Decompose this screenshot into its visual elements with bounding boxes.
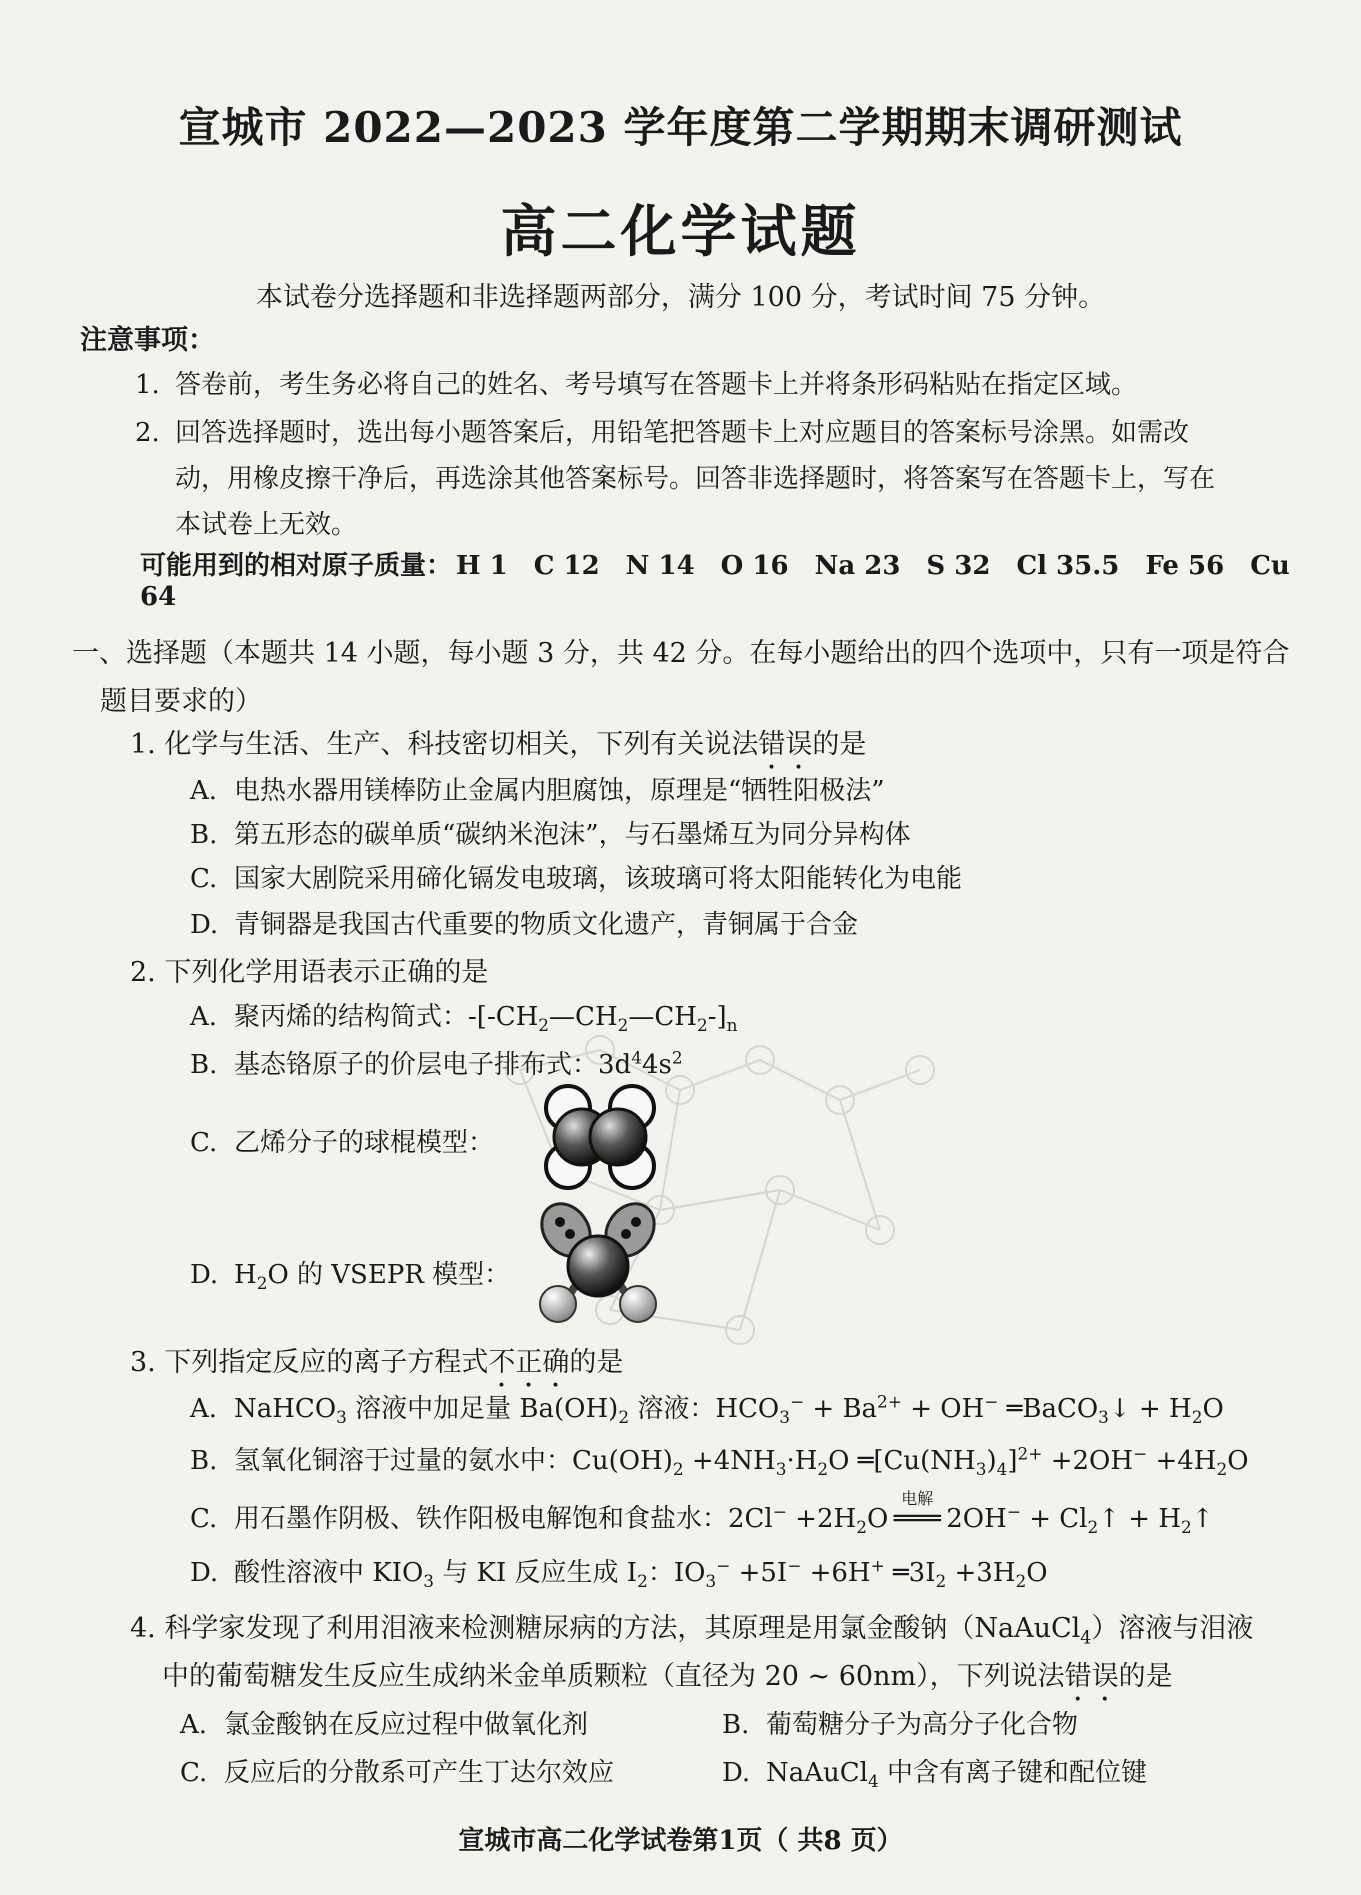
q2-b-text: 基态铬原子的价层电子排布式： — [234, 1050, 599, 1080]
q3-d-label: D. — [190, 1558, 219, 1588]
note-2 — [135, 410, 1285, 548]
q4-c-text: 反应后的分散系可产生丁达尔效应 — [224, 1758, 615, 1788]
mass-na: Na 23 — [814, 551, 901, 581]
q4-stem-line1-end: ）溶液与泪液 — [1091, 1613, 1254, 1644]
q1-a-label: A. — [190, 776, 218, 806]
q2-option-b — [190, 1044, 683, 1081]
q1-number: 1. — [130, 729, 156, 760]
q2-b-config: $3d^44s^2$ — [598, 1047, 683, 1080]
mass-n: N 14 — [625, 551, 695, 581]
q3-stem-b: 的是 — [569, 1347, 624, 1378]
q2-d-text: O 的 VSEPR 模型： — [267, 1260, 511, 1290]
q1-a-text: 电热水器用镁棒防止金属内胆腐蚀，原理是“牺牲阳极法” — [234, 776, 885, 806]
section-heading-line2: 题目要求的） — [100, 686, 262, 717]
q1-stem-emph: 错误 — [758, 729, 813, 760]
q4-c-label: C. — [180, 1758, 208, 1788]
q3-d-equation: 酸性溶液中 $KIO_3$ 与 KI 反应生成 $I_2$：$IO_3^- +5I^- +6H^+$ $═3I_2 +3H_2O$ — [234, 1555, 1048, 1592]
q4-a-label: A. — [180, 1710, 208, 1740]
q3-a-equation: NaHCO$_3$ 溶液中加足量 $Ba(OH)_2$ 溶液：$HCO_3^- + Ba^{2+} + OH^-$ ═BaCO$_3$↓ + $H_2O$ — [234, 1391, 1224, 1428]
q1-c-text: 国家大剧院采用碲化镉发电玻璃，该玻璃可将太阳能转化为电能 — [234, 864, 963, 894]
exam-title-subject: 高二化学试题 — [500, 199, 861, 265]
q4-d-label: D. — [722, 1758, 751, 1788]
q1-option-d — [190, 904, 858, 941]
q3-c-equation-b: $2OH^- + Cl_2↑$ + $H_2↑$ — [946, 1501, 1214, 1538]
q4-option-d — [722, 1752, 1147, 1791]
q1-option-c — [190, 858, 962, 895]
q3-stem — [130, 1340, 623, 1394]
mass-fe: Fe 56 — [1145, 551, 1225, 581]
q1-option-b — [190, 814, 911, 851]
q2-option-a — [190, 996, 738, 1035]
mass-c: C 12 — [533, 551, 600, 581]
mass-o: O 16 — [720, 551, 789, 581]
q4-d-text: 中含有离子键和配位键 — [887, 1758, 1148, 1788]
mass-cl: Cl 35.5 — [1016, 551, 1120, 581]
note-2-number: 2. — [135, 418, 160, 448]
note-2-line1: 回答选择题时，选出每小题答案后，用铅笔把答题卡上对应题目的答案标号涂黑。如需改 — [175, 418, 1190, 448]
q4-stem-line1-text: 科学家发现了利用泪液来检测糖尿病的方法，其原理是用氯金酸钠（NaAuCl — [164, 1613, 1081, 1644]
q2-c-text: 乙烯分子的球棍模型： — [234, 1128, 495, 1158]
q2-b-label: B. — [190, 1050, 218, 1080]
atomic-masses — [140, 545, 1361, 612]
q4-stem-line2-a: 中的葡萄糖发生反应生成纳米金单质颗粒（直径为 20 ~ 60nm），下列说法 — [162, 1661, 1065, 1692]
atomic-masses-label: 可能用到的相对原子质量： — [140, 551, 453, 581]
q3-option-c — [190, 1489, 1214, 1538]
q3-c-label: C. — [190, 1504, 218, 1534]
q4-stem-line1: 4. 科学家发现了利用泪液来检测糖尿病的方法，其原理是用氯金酸钠（NaAuCl$_4$）溶液与泪液 — [130, 1613, 1254, 1649]
water-vsepr-model-image — [528, 1200, 668, 1330]
q2-a-label: A. — [190, 1002, 218, 1032]
q3-a-label: A. — [190, 1394, 218, 1424]
q2-c-label: C. — [190, 1128, 218, 1158]
q2-option-c — [190, 1122, 494, 1159]
note-1-number: 1. — [135, 370, 160, 400]
q1-option-a — [190, 770, 885, 807]
q3-option-a — [190, 1388, 1224, 1427]
mass-cu: Cu 64 — [140, 551, 1290, 612]
page-footer: 宣城市高二化学试卷第1页（ 共8 页） — [458, 1826, 903, 1856]
q1-stem-a: 化学与生活、生产、科技密切相关，下列有关说法 — [164, 729, 759, 760]
note-2-line2: 动，用橡皮擦干净后，再选涂其他答案标号。回答非选择题时，将答案写在答题卡上，写在 — [175, 464, 1216, 494]
exam-title-line1: 宣城市 2022—2023 学年度第二学期期末调研测试 — [178, 103, 1183, 152]
note-1-text: 答卷前，考生务必将自己的姓名、考号填写在答题卡上并将条形码粘贴在指定区域。 — [175, 370, 1138, 400]
mass-s: S 32 — [926, 551, 991, 581]
q3-stem-emph: 不正确 — [488, 1347, 570, 1378]
q4-b-text: 葡萄糖分子为高分子化合物 — [766, 1710, 1079, 1740]
q1-d-label: D. — [190, 910, 219, 940]
q1-b-text: 第五形态的碳单质“碳纳米泡沫”，与石墨烯互为同分异构体 — [234, 820, 911, 850]
q4-option-a — [180, 1704, 588, 1741]
q1-stem-b: 的是 — [812, 729, 867, 760]
section-heading-line1: 一、选择题（本题共 14 小题，每小题 3 分，共 42 分。在每小题给出的四个选项中，只有一项是符合 — [72, 638, 1290, 669]
note-1 — [135, 362, 1285, 408]
q4-option-c — [180, 1752, 614, 1789]
note-2-line3: 本试卷上无效。 — [175, 510, 358, 540]
q3-c-electrolysis-arrow: 电解 ═══ — [888, 1504, 946, 1534]
q3-b-equation: 氢氧化铜溶于过量的氨水中：$Cu(OH)_2 +4NH_3\cdot H_2O$ $═[Cu(NH_3)_4]^{2+} +2OH^- +4H_2O$ — [234, 1443, 1249, 1480]
q1-d-text: 青铜器是我国古代重要的物质文化遗产，青铜属于合金 — [234, 910, 859, 940]
q2-a-formula: $-[-CH_2—CH_2—CH_2-]_n$ — [468, 1002, 738, 1036]
q4-stem-line2-b: 的是 — [1118, 1661, 1173, 1692]
q4-stem-emph: 错误 — [1064, 1661, 1119, 1692]
q4-number: 4. — [130, 1613, 156, 1644]
q2-number: 2. — [130, 957, 156, 988]
q3-number: 3. — [130, 1347, 156, 1378]
section-heading — [72, 630, 1292, 726]
q2-d-label: D. — [190, 1260, 219, 1290]
q1-b-label: B. — [190, 820, 218, 850]
q4-d-formula: NaAuCl$_4$ — [766, 1758, 879, 1792]
q2-stem — [130, 950, 488, 989]
ethylene-ball-model-image — [540, 1082, 660, 1192]
q3-b-label: B. — [190, 1446, 218, 1476]
q4-b-label: B. — [722, 1710, 750, 1740]
q1-stem — [130, 722, 866, 776]
q2-option-d — [190, 1254, 510, 1293]
q2-stem-text: 下列化学用语表示正确的是 — [164, 957, 489, 988]
q3-option-b — [190, 1440, 1249, 1479]
q2-a-text: 聚丙烯的结构简式： — [234, 1002, 469, 1032]
q4-stem-line2 — [162, 1654, 1173, 1708]
q4-option-b — [722, 1704, 1078, 1741]
q3-option-d — [190, 1552, 1048, 1591]
notes-heading: 注意事项： — [80, 325, 215, 356]
q2-d-formula: $H_2$ — [234, 1260, 268, 1294]
q1-c-label: C. — [190, 864, 218, 894]
mass-h: H 1 — [456, 551, 508, 581]
exam-intro: 本试卷分选择题和非选择题两部分，满分 100 分，考试时间 75 分钟。 — [255, 282, 1106, 313]
q3-c-arrow-label: 电解 — [901, 1489, 934, 1508]
q3-stem-a: 下列指定反应的离子方程式 — [164, 1347, 489, 1378]
q4-a-text: 氯金酸钠在反应过程中做氧化剂 — [224, 1710, 589, 1740]
q3-c-equation-a: 用石墨作阴极、铁作阳极电解饱和食盐水：$2Cl^- +2H_2O$ — [234, 1501, 889, 1538]
